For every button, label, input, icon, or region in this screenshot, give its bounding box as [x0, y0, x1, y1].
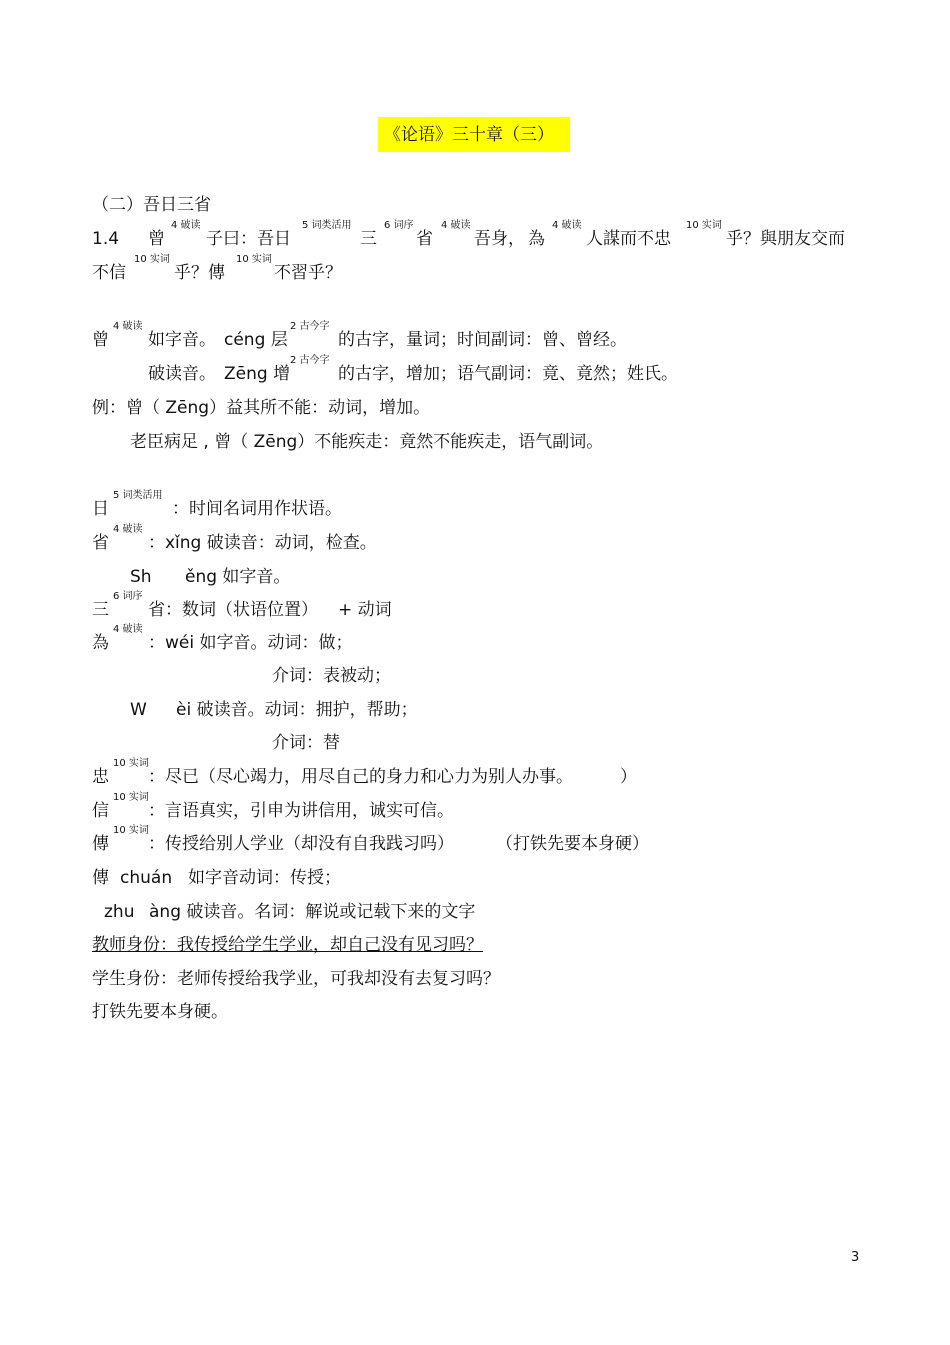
entry-text: ：传授给别人学业（却没有自我践习吗） — [148, 834, 454, 854]
entry-text: 介词：表被动； — [272, 666, 391, 686]
example-line: 例：曾（ Zēng）益其所不能：动词，增加。 — [92, 398, 431, 418]
annotation-sup: 4 破读 — [171, 220, 201, 231]
entry-text: 的古字，增加；语气副词：竟、竟然；姓氏。 — [338, 364, 678, 384]
annotation-sup: 6 词序 — [384, 220, 414, 231]
entry-note: （打铁先要本身硬） — [496, 834, 649, 854]
annotation-sup: 4 破读 — [113, 321, 143, 332]
entry-text: W — [130, 700, 147, 720]
verse-text: 乎？與朋友交而 — [726, 229, 845, 249]
entry-text: + 动词 — [338, 600, 392, 620]
entry-text: ：wéi 如字音。动词：做； — [148, 633, 353, 653]
teacher-line: 教师身份：我传授给学生学业，却自己没有见习吗？ — [92, 935, 483, 955]
entry-text: ěng 如字音。 — [185, 567, 291, 587]
annotation-sup: 4 破读 — [113, 524, 143, 535]
verse-text: 子曰：吾日 — [206, 229, 291, 249]
closing-line: 打铁先要本身硬。 — [92, 1002, 228, 1022]
verse-text: 省 — [416, 229, 433, 249]
annotation-sup: 10 实词 — [686, 220, 722, 231]
entry-text: ：时间名词用作状语。 — [172, 499, 342, 519]
entry-text: 省：数词（状语位置） — [148, 600, 318, 620]
entry-text: céng 层 — [224, 330, 288, 350]
entry-char: 傳 — [92, 868, 109, 888]
annotation-sup: 10 实词 — [113, 792, 149, 803]
entry-char: 為 — [92, 633, 109, 653]
verse-text: 不習乎？ — [274, 263, 342, 283]
annotation-sup: 5 词类活用 — [302, 220, 352, 231]
annotation-sup: 10 实词 — [236, 254, 272, 265]
annotation-sup: 4 破读 — [552, 220, 582, 231]
entry-text: 介词：替 — [272, 733, 340, 753]
annotation-sup: 10 实词 — [113, 825, 149, 836]
annotation-sup: 10 实词 — [134, 254, 170, 265]
entry-text: zhu — [104, 902, 135, 922]
entry-text: 如字音动词：传授； — [188, 868, 341, 888]
page-title: 《论语》三十章（三） — [384, 125, 554, 145]
annotation-sup: 10 实词 — [113, 758, 149, 769]
entry-char: 傳 — [92, 834, 109, 854]
section-heading: （二）吾日三省 — [92, 195, 211, 215]
entry-char: 日 — [92, 499, 109, 519]
entry-text: ：尽已（尽心竭力，用尽自己的身力和心力为别人办事。 — [148, 767, 573, 787]
annotation-sup: 4 破读 — [441, 220, 471, 231]
entry-text: ） — [620, 767, 637, 787]
entry-text: èi 破读音。动词：拥护，帮助； — [176, 700, 418, 720]
entry-char: 三 — [92, 600, 109, 620]
entry-char: 曾 — [92, 330, 109, 350]
entry-text: ：言语真实，引申为讲信用，诚实可信。 — [148, 801, 454, 821]
entry-text: àng 破读音。名词：解说或记载下来的文字 — [149, 902, 476, 922]
entry-text: ：xǐng 破读音：动词，检查。 — [148, 533, 377, 553]
example-line: 老臣病足 , 曾（ Zēng）不能疾走：竟然不能疾走，语气副词。 — [130, 432, 604, 452]
entry-char: 信 — [92, 801, 109, 821]
annotation-sup: 2 古今字 — [290, 355, 330, 366]
verse-text: 不信 — [92, 263, 126, 283]
verse-number: 1.4 — [92, 229, 120, 249]
verse-text: 三 — [360, 229, 377, 249]
entry-text: chuán — [120, 868, 173, 888]
entry-char: 省 — [92, 533, 109, 553]
student-line: 学生身份：老师传授给我学业，可我却没有去复习吗？ — [92, 969, 500, 989]
entry-text: Sh — [130, 567, 152, 587]
verse-text: 吾身， — [474, 229, 525, 249]
verse-text: 人謀而不忠 — [586, 229, 671, 249]
verse-text: 曾 — [148, 229, 165, 249]
page-number: 3 — [851, 1250, 860, 1265]
verse-text: 為 — [528, 229, 545, 249]
annotation-sup: 2 古今字 — [290, 321, 330, 332]
annotation-sup: 5 词类活用 — [113, 490, 163, 501]
entry-text: Zēng 增 — [224, 364, 291, 384]
annotation-sup: 4 破读 — [113, 624, 143, 635]
verse-text: 乎？傳 — [174, 263, 225, 283]
entry-text: 破读音。 — [148, 364, 216, 384]
entry-char: 忠 — [92, 767, 109, 787]
entry-text: 的古字，量词；时间副词：曾、曾经。 — [338, 330, 627, 350]
annotation-sup: 6 词序 — [113, 591, 143, 602]
entry-text: 如字音。 — [148, 330, 216, 350]
